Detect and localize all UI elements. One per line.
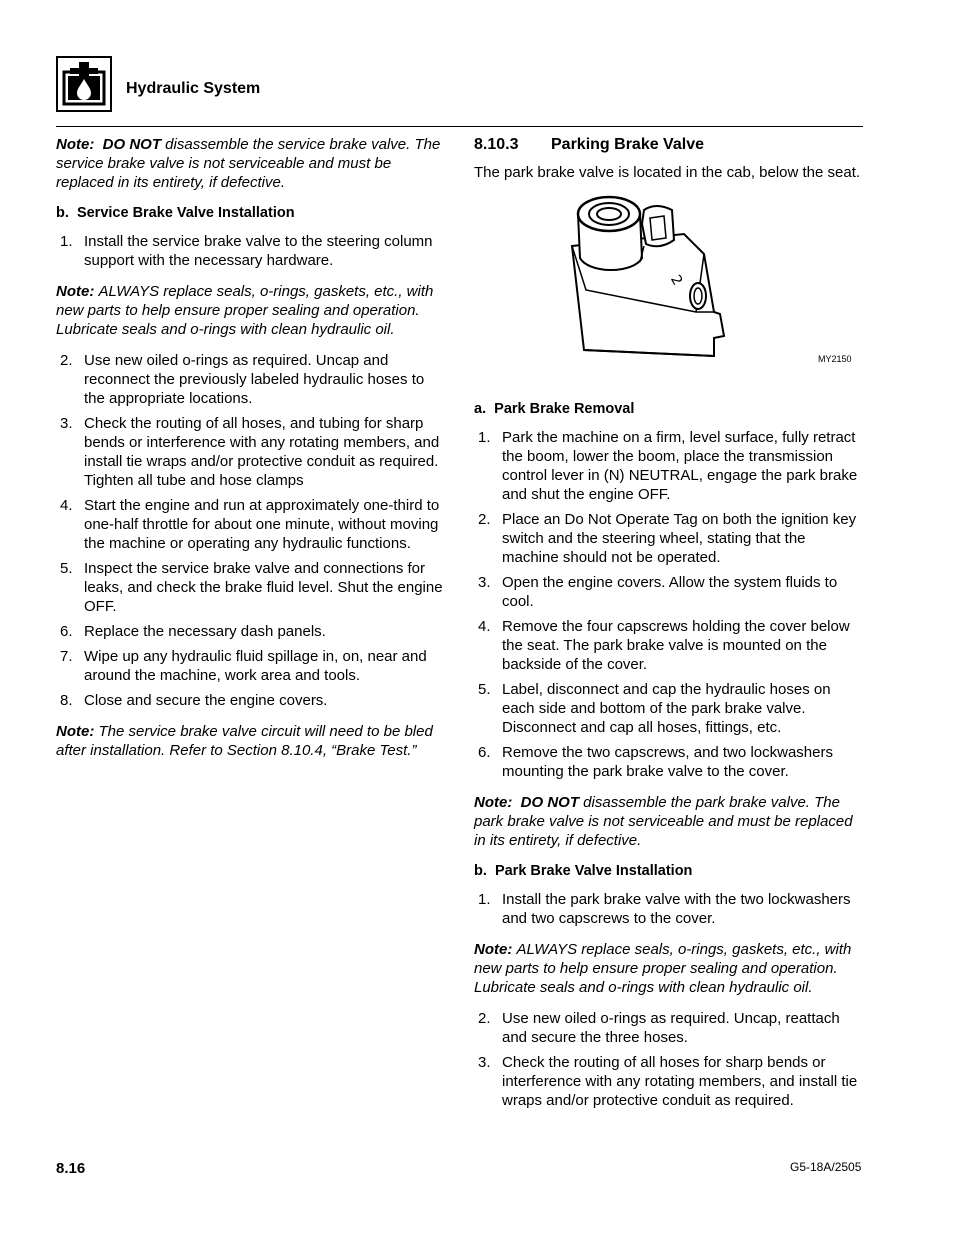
section-number: 8.10.3 [474,136,519,153]
page-number: 8.16 [56,1160,86,1177]
list-item: 6. Replace the necessary dash panels. [60,623,326,640]
park-install-steps-2 [474,1009,864,1110]
document-code: G5-18A/2505 [790,1160,862,1174]
intro-text: The park brake valve is located in the cab, below the seat. [474,164,861,181]
header-divider [56,126,863,127]
note-do-not-disassemble-service [56,135,446,192]
note-text: disassemble the service brake valve. The service brake valve is not serviceable and must be replaced in its entirety, if defective. [56,136,441,191]
section-heading-parking-brake-valve [474,135,864,154]
note-replace-seals-park [474,940,864,997]
right-column [474,135,864,1122]
section-heading-text: Parking Brake Valve [551,136,704,153]
note-text: The service brake valve circuit will need to be bled after installation. Refer to Section 8.10.4, “Brake Test.” [56,723,433,759]
note-text: ALWAYS replace seals, o-rings, gaskets, etc., with new parts to help ensure proper sealing and operation. Lubricate seals and o-rings with clean hydraulic oil. [56,283,434,338]
heading-park-brake-removal: a. Park Brake Removal [474,401,635,417]
note-do-not-disassemble-park [474,793,864,850]
park-install-steps-1 [474,890,864,928]
hydraulic-fluid-drop-icon [56,56,112,112]
svg-text:2: 2 [667,272,686,289]
list-item: 8. Close and secure the engine covers. [60,692,328,709]
page-section-title: Hydraulic System [126,80,261,97]
park-brake-removal-steps [474,428,864,781]
list-item: 1. Install the park brake valve with the two lockwashers and two capscrews to the cover. [478,891,851,927]
list-item: 4. Remove the four capscrews holding the cover below the seat. The park brake valve is mounted on the backside of the cover. [478,618,850,673]
list-item: 3. Check the routing of all hoses for sharp bends or interference with any rotating members, and install tie wraps and/or protective conduit as required. [478,1054,858,1109]
note-replace-seals [56,282,446,339]
figure-label: MY2150 [818,354,852,364]
heading-park-brake-valve-installation: b. Park Brake Valve Installation [474,863,693,879]
list-item: 5. Inspect the service brake valve and connections for leaks, and check the brake fluid level. Shut the engine OFF. [60,560,443,615]
note-emphasis: DO NOT [102,136,162,153]
list-item: 7. Wipe up any hydraulic fluid spillage in, on, near and around the machine, work area and tools. [60,648,427,684]
list-item: 2. Use new oiled o-rings as required. Uncap and reconnect the previously labeled hydraulic hoses to the appropriate locations. [60,352,425,407]
list-item: 4. Start the engine and run at approximately one-third to one-half throttle for about one minute, without moving the machine or operating any hydraulic functions. [60,497,440,552]
park-brake-valve-drawing [564,194,774,374]
list-item: 5. Label, disconnect and cap the hydraulic hoses on each side and bottom of the park brake valve. Disconnect and cap all hoses, fittings, etc. [478,681,831,736]
note-label: Note: [56,723,95,740]
note-label: Note: [56,136,95,153]
list-item: 1. Install the service brake valve to the steering column support with the necessary hardware. [60,233,433,269]
list-item: 2. Place an Do Not Operate Tag on both the ignition key switch and the steering wheel, stating that the machine should not be operated. [478,511,857,566]
note-label: Note: [474,941,513,958]
list-item: 2. Use new oiled o-rings as required. Uncap, reattach and secure the three hoses. [478,1010,840,1046]
left-column [56,135,446,772]
note-label: Note: [56,283,95,300]
note-label: Note: [474,794,513,811]
park-brake-valve-illustration [564,194,864,380]
list-item: 1. Park the machine on a firm, level surface, fully retract the boom, lower the boom, place the transmission control lever in (N) NEUTRAL, engage the park brake and shut the engine OFF. [478,429,858,503]
note-text: ALWAYS replace seals, o-rings, gaskets, etc., with new parts to help ensure proper sealing and operation. Lubricate seals and o-rings with clean hydraulic oil. [474,941,852,996]
note-text: disassemble the park brake valve. The park brake valve is not serviceable and must be replaced in its entirety, if defective. [474,794,853,849]
service-install-steps-2 [56,351,446,710]
service-install-steps-1 [56,232,446,270]
list-item: 3. Open the engine covers. Allow the system fluids to cool. [478,574,838,610]
note-bleed-circuit [56,722,446,760]
list-item: 3. Check the routing of all hoses, and tubing for sharp bends or interference with any rotating members, and install tie wraps and/or protective conduit as required. Tighten all tube and hose clamps [60,415,440,489]
heading-service-brake-valve-installation: b. Service Brake Valve Installation [56,205,295,221]
list-item: 6. Remove the two capscrews, and two lockwashers mounting the park brake valve to the cover. [478,744,833,780]
note-emphasis: DO NOT [520,794,580,811]
